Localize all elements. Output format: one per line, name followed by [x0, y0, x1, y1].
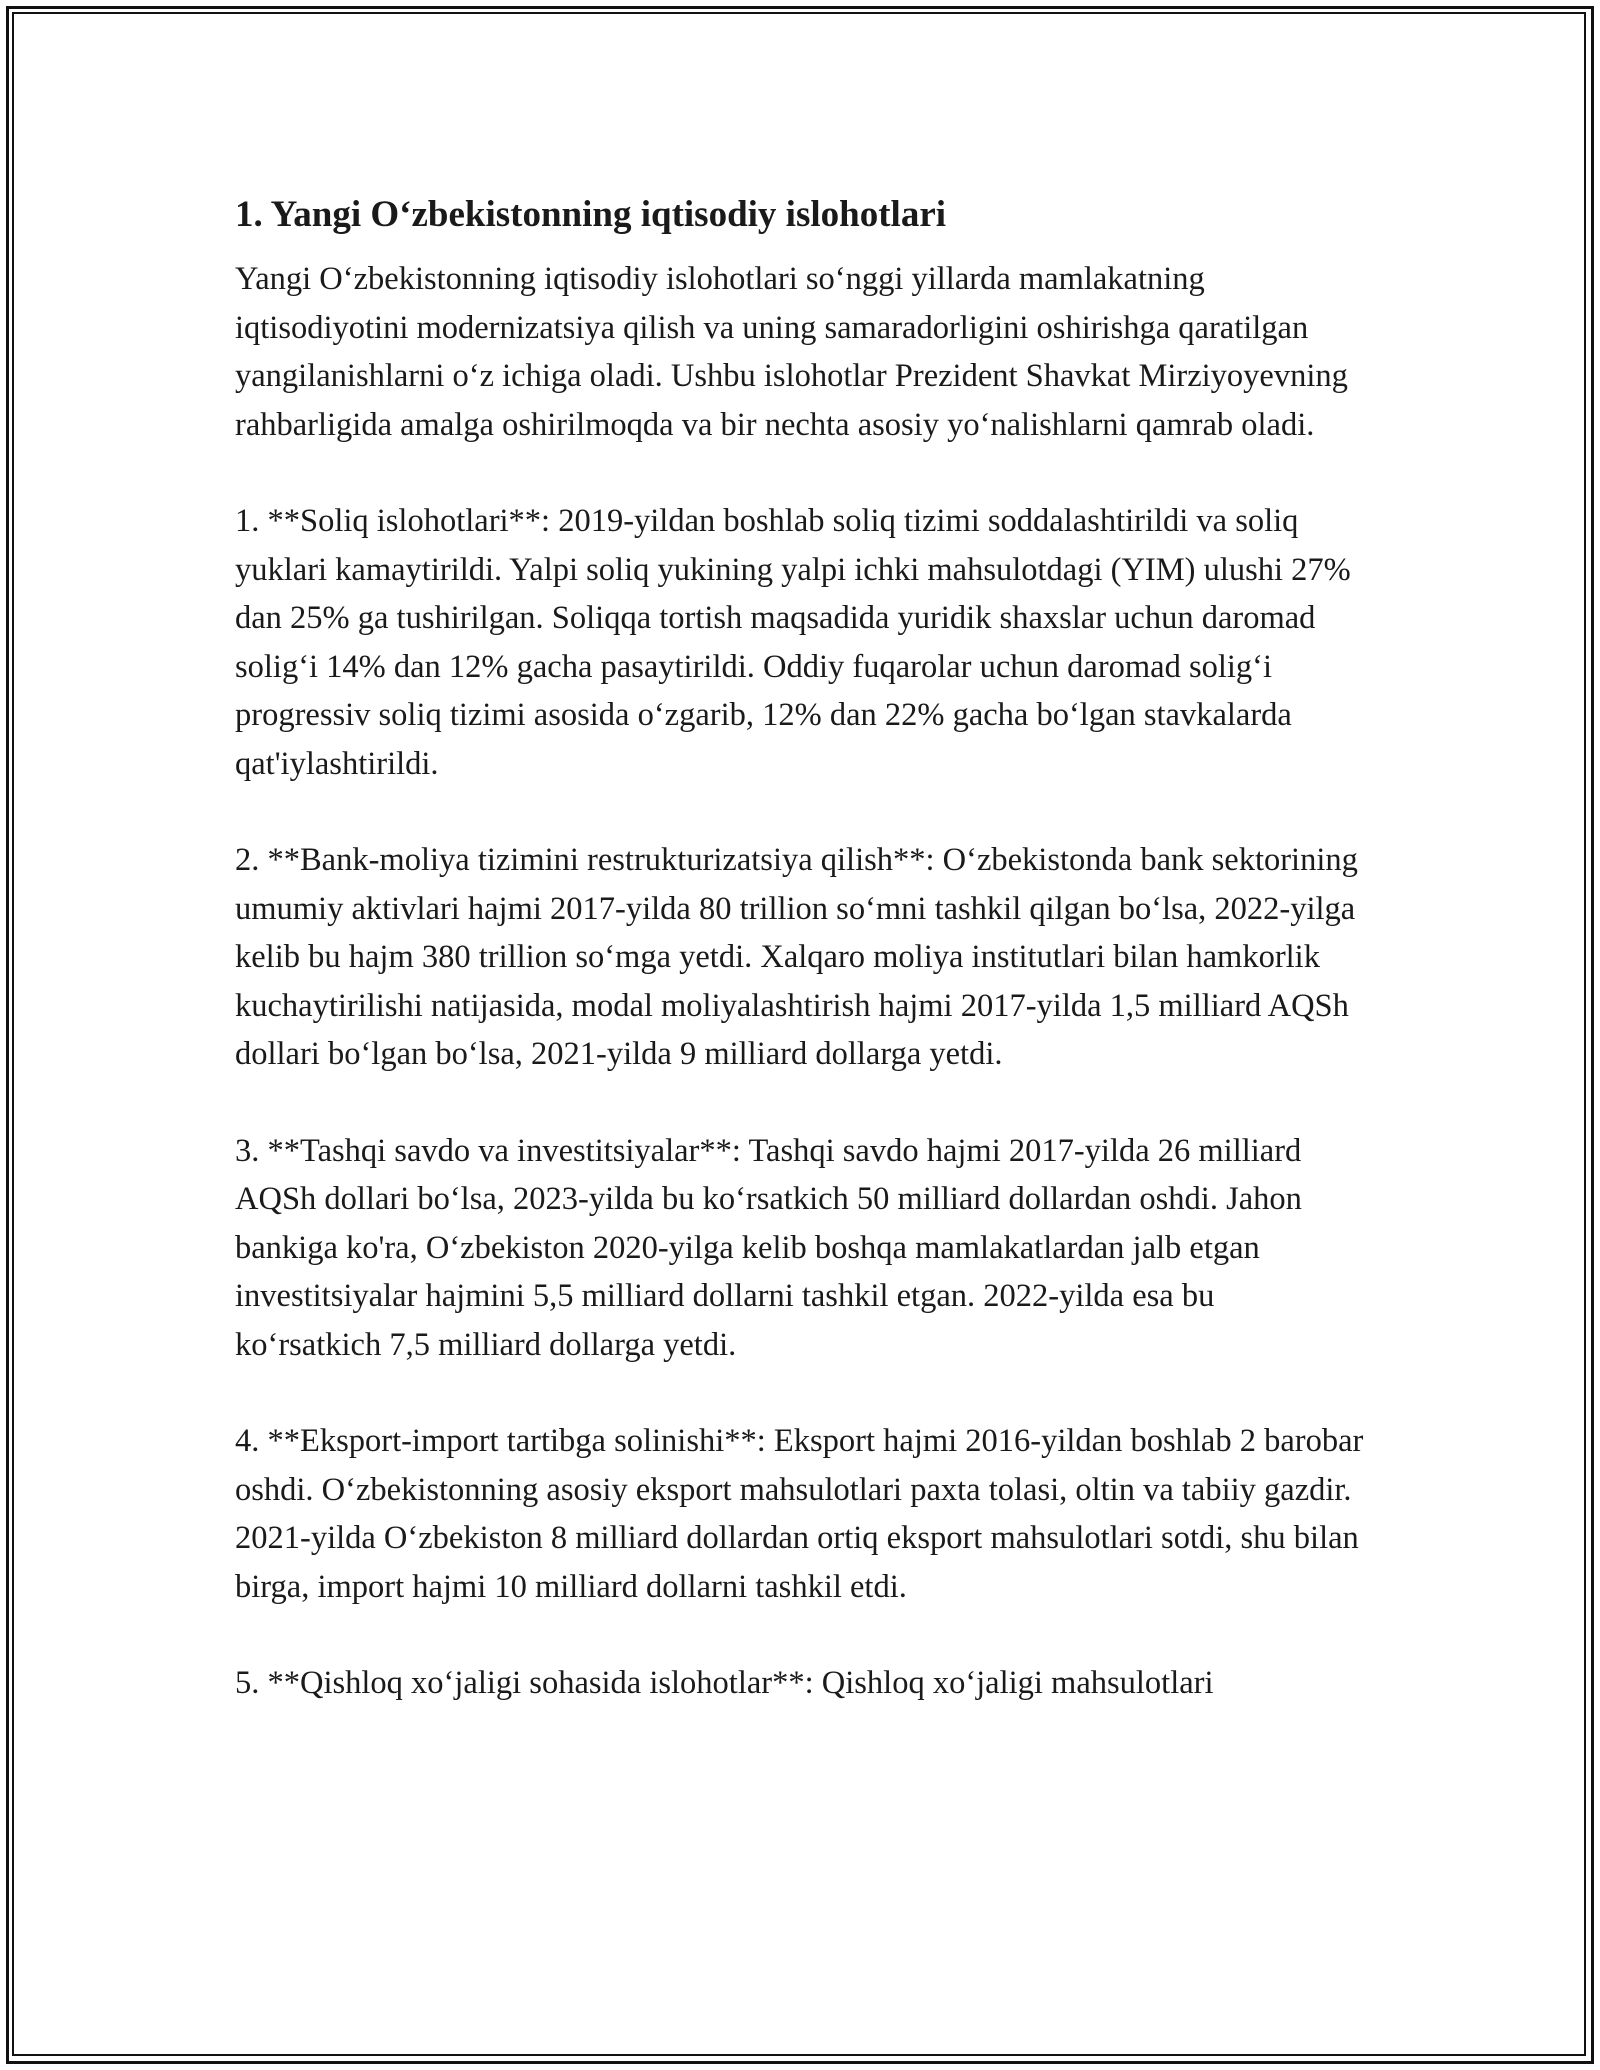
intro-paragraph: Yangi O‘zbekistonning iqtisodiy islohotlari so‘nggi yillarda mamlakatning iqtisodiyotini modernizatsiya qilish va uning samaradorligini oshirishga qaratilgan yangilanishlarni o‘z ichiga oladi. Ushbu islohotlar Prezident Shavkat Mirziyoyevning rahbarligida amalga oshirilmoqda va bir nechta asosiy yo‘nalishlarni qamrab oladi.: [235, 261, 1348, 443]
banking-reforms-paragraph: 2. **Bank-moliya tizimini restrukturizatsiya qilish**: O‘zbekistonda bank sektorining umumiy aktivlari hajmi 2017-yilda 80 trillion so‘mni tashkil qilgan bo‘lsa, 2022-yilga kelib bu hajm 380 trillion so‘mga yetdi. Xalqaro moliya institutlari bilan hamkorlik kuchaytirilishi natijasida, modal moliyalashtirish hajmi 2017-yilda 1,5 milliard AQSh dollari bo‘lgan bo‘lsa, 2021-yilda 9 milliard dollarga yetdi.: [235, 842, 1358, 1072]
export-import-paragraph: 4. **Eksport-import tartibga solinishi**: Eksport hajmi 2016-yildan boshlab 2 barobar oshdi. O‘zbekistonning asosiy eksport mahsulotlari paxta tolasi, oltin va tabiiy gazdir. 2021-yilda O‘zbekiston 8 milliard dollardan ortiq eksport mahsulotlari sotdi, shu bilan birga, import hajmi 10 milliard dollarni tashkil etdi.: [235, 1423, 1364, 1605]
document-body: [235, 185, 1365, 1756]
section-heading: 1. Yangi O‘zbekistonning iqtisodiy islohotlari: [235, 194, 947, 235]
agriculture-paragraph: 5. **Qishloq xo‘jaligi sohasida islohotlar**: Qishloq xo‘jaligi mahsulotlari: [235, 1665, 1214, 1701]
trade-investment-paragraph: 3. **Tashqi savdo va investitsiyalar**: Tashqi savdo hajmi 2017-yilda 26 milliard AQSh dollari bo‘lsa, 2023-yilda bu ko‘rsatkich 50 milliard dollardan oshdi. Jahon bankiga ko'ra, O‘zbekiston 2020-yilga kelib boshqa mamlakatlardan jalb etgan investitsiyalar hajmini 5,5 milliard dollarni tashkil etgan. 2022-yilda esa bu ko‘rsatkich 7,5 milliard dollarga yetdi.: [235, 1132, 1302, 1363]
tax-reforms-paragraph: 1. **Soliq islohotlari**: 2019-yildan boshlab soliq tizimi soddalashtirildi va soliq yuklari kamaytirildi. Yalpi soliq yukining yalpi ichki mahsulotdagi (YIM) ulushi 27% dan 25% ga tushirilgan. Soliqqa tortish maqsadida yuridik shaxslar uchun daromad solig‘i 14% dan 12% gacha pasaytirildi. Oddiy fuqarolar uchun daromad solig‘i progressiv soliq tizimi asosida o‘zgarib, 12% dan 22% gacha bo‘lgan stavkalarda qat'iylashtirildi.: [235, 503, 1351, 782]
